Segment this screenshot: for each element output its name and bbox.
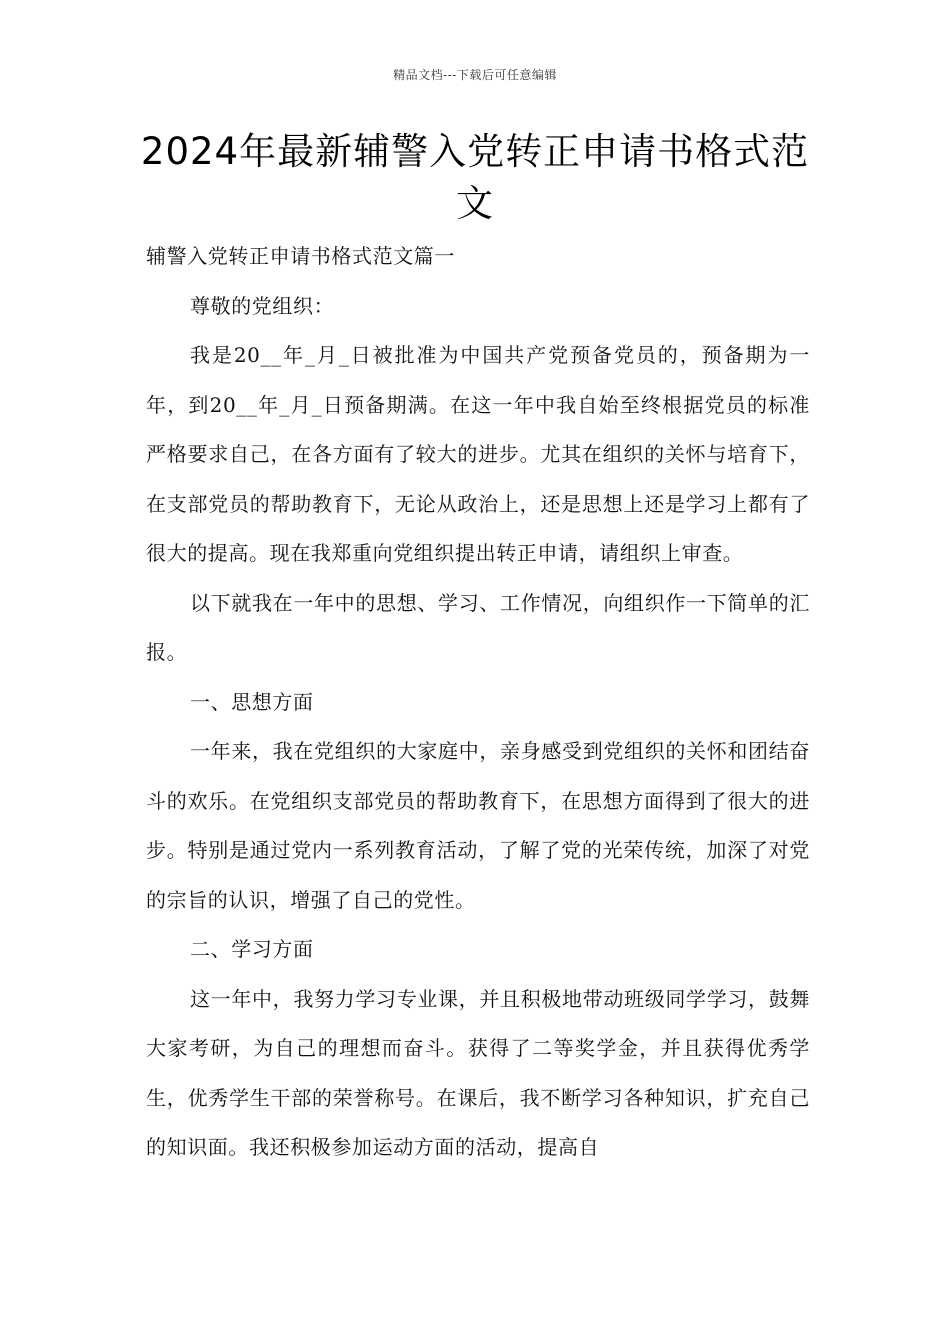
heading-thought: 一、思想方面 (190, 689, 314, 714)
salutation: 尊敬的党组织： (190, 293, 335, 318)
document-body (146, 232, 810, 1173)
heading-study: 二、学习方面 (190, 937, 314, 961)
paragraph-study: 这一年中，我努力学习专业课，并且积极地带动班级同学学习，鼓舞大家考研，为自己的理想而奋斗。获得了二等奖学金，并且获得优秀学生，优秀学生干部的荣誉称号。在课后，我不断学习各种知识，扩充自己的知识面。我还积极参加运动方面的活动，提高自 (146, 986, 810, 1159)
document-title: 2024年最新辅警入党转正申请书格式范文 (140, 130, 810, 225)
section-subtitle: 辅警入党转正申请书格式范文篇一 (146, 244, 455, 268)
header-note: 精品文档---下载后可任意编辑 (393, 68, 557, 82)
paragraph-report-intro: 以下就我在一年中的思想、学习、工作情况，向组织作一下简单的汇报。 (146, 590, 810, 664)
paragraph-intro: 我是20__年_月_日被批准为中国共产党预备党员的，预备期为一年，到20__年_月_日预备期满。在这一年中我自始至终根据党员的标准严格要求自己，在各方面有了较大的进步。尤其在组织的关怀与培育下，在支部党员的帮助教育下，无论从政治上，还是思想上还是学习上都有了很大的提高。现在我郑重向党组织提出转正申请，请组织上审查。 (146, 343, 810, 565)
paragraph-thought: 一年来，我在党组织的大家庭中，亲身感受到党组织的关怀和团结奋斗的欢乐。在党组织支部党员的帮助教育下，在思想方面得到了很大的进步。特别是通过党内一系列教育活动，了解了党的光荣传统，加深了对党的宗旨的认识，增强了自己的党性。 (146, 739, 810, 912)
